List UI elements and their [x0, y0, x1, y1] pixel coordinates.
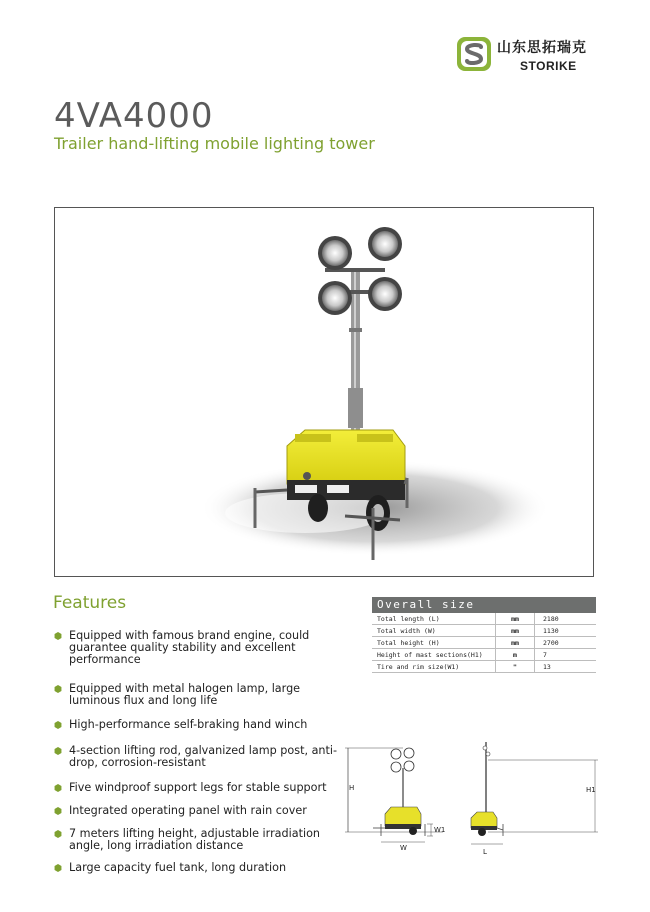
table-row: Total height (H) mm 2700 [372, 637, 596, 649]
feature-item: Five windproof support legs for stable support [54, 782, 344, 794]
table-row: Total width (W) mm 1130 [372, 625, 596, 637]
hexagon-bullet-icon [54, 807, 62, 815]
hexagon-bullet-icon [54, 721, 62, 729]
features-heading: Features [53, 593, 127, 613]
brand-name-cn: 山东思拓瑞克 [497, 40, 587, 56]
dim-h-label: H [349, 784, 355, 792]
hexagon-bullet-icon [54, 864, 62, 872]
feature-item: Equipped with famous brand engine, could guarantee quality stability and excellent performance [54, 630, 344, 666]
dimension-drawings [343, 740, 603, 860]
side-view-drawing [471, 742, 598, 856]
feature-item: Integrated operating panel with rain cover [54, 805, 344, 817]
product-subtitle: Trailer hand-lifting mobile lighting tower [54, 134, 375, 153]
feature-item: Equipped with metal halogen lamp, large luminous flux and long life [54, 683, 344, 707]
table-row: Total length (L) mm 2180 [372, 613, 596, 625]
dim-l-label: L [483, 848, 487, 856]
hexagon-bullet-icon [54, 685, 62, 693]
dim-w1-label: W1 [434, 826, 446, 834]
table-row: Height of mast sections(H1) m 7 [372, 649, 596, 661]
feature-item: High-performance self-braking hand winch [54, 719, 344, 731]
feature-item: 4-section lifting rod, galvanized lamp post, anti-drop, corrosion-resistant [54, 745, 344, 769]
size-table [372, 613, 596, 673]
hexagon-bullet-icon [54, 747, 62, 755]
table-row: Tire and rim size(W1) " 13 [372, 661, 596, 673]
feature-item: 7 meters lifting height, adjustable irradiation angle, long irradiation distance [54, 828, 344, 852]
brand-logo [456, 36, 606, 76]
overall-size-table [372, 597, 596, 673]
lighting-tower-illustration [55, 208, 594, 577]
brand-name-en: STORIKE [520, 59, 577, 73]
overall-size-heading: Overall size [372, 597, 596, 613]
product-model: 4VA4000 [54, 96, 214, 136]
storike-s-logo-icon [456, 36, 492, 72]
feature-item: Large capacity fuel tank, long duration [54, 862, 344, 874]
front-view-drawing [345, 748, 445, 852]
hexagon-bullet-icon [54, 784, 62, 792]
hexagon-bullet-icon [54, 632, 62, 640]
product-photo [54, 207, 594, 577]
dim-h1-label: H1 [586, 786, 596, 794]
dim-w-label: W [400, 844, 407, 852]
hexagon-bullet-icon [54, 830, 62, 838]
